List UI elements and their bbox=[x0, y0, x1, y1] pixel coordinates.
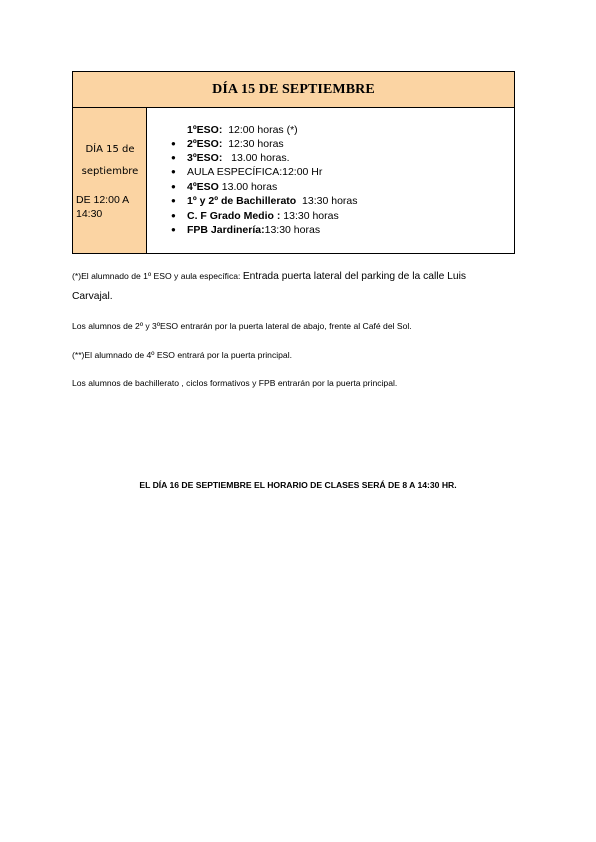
schedule-list bbox=[147, 108, 514, 253]
item-time: 12:30 horas bbox=[222, 138, 284, 150]
list-item bbox=[171, 151, 290, 165]
date-cell bbox=[73, 108, 147, 253]
list-item bbox=[187, 123, 298, 137]
item-time: 13:30 horas bbox=[296, 195, 358, 207]
item-time: AULA ESPECÍFICA:12:00 Hr bbox=[187, 166, 323, 178]
bullet-icon: ● bbox=[171, 139, 176, 148]
item-label: FPB Jardinería: bbox=[187, 224, 265, 236]
list-item bbox=[171, 180, 278, 194]
bullet-icon: ● bbox=[171, 167, 176, 176]
footer-notice: EL DÍA 16 DE SEPTIEMBRE EL HORARIO DE CLASES SERÁ DE 8 A 14:30 HR. bbox=[139, 480, 457, 490]
item-time: 13:30 horas bbox=[280, 210, 339, 222]
item-time: 13:30 horas bbox=[264, 224, 321, 236]
list-item bbox=[171, 194, 358, 208]
note-3: (**)El alumnado de 4º ESO entrará por la puerta principal. bbox=[72, 350, 293, 360]
item-label: 4ºESO bbox=[187, 181, 219, 193]
note-1-detail: Entrada puerta lateral del parking de la calle Luis bbox=[242, 271, 467, 282]
note-1-intro: (*)El alumnado de 1º ESO y aula específica: bbox=[72, 271, 243, 281]
note-4: Los alumnos de bachillerato , ciclos formativos y FPB entrarán por la puerta principal. bbox=[72, 378, 398, 388]
item-label: 1º y 2º de Bachillerato bbox=[187, 195, 297, 207]
list-item bbox=[171, 165, 323, 179]
item-time: 13.00 horas. bbox=[222, 152, 290, 164]
item-label: 1ºESO: bbox=[187, 124, 223, 136]
table-header bbox=[73, 72, 514, 108]
bullet-icon: ● bbox=[171, 153, 176, 162]
bullet-icon: ● bbox=[171, 196, 176, 205]
time-line-1: DE 12:00 A bbox=[76, 194, 130, 206]
date-line-1: DÍA 15 de bbox=[85, 144, 135, 155]
list-item bbox=[171, 137, 284, 151]
table-title: DÍA 15 DE SEPTIEMBRE bbox=[212, 81, 375, 97]
item-label: C. F Grado Medio : bbox=[187, 210, 281, 222]
note-1 bbox=[72, 271, 466, 282]
note-2: Los alumnos de 2º y 3ºESO entrarán por la puerta lateral de abajo, frente al Café del Sol. bbox=[72, 321, 412, 331]
item-time: 13.00 horas bbox=[218, 181, 278, 193]
bullet-icon: ● bbox=[171, 225, 176, 234]
list-item bbox=[171, 209, 339, 223]
note-1-continuation: Carvajal. bbox=[72, 291, 113, 302]
schedule-table bbox=[72, 71, 515, 254]
list-item bbox=[171, 223, 321, 237]
item-time: 12:00 horas (*) bbox=[222, 124, 298, 136]
item-label: 2ºESO: bbox=[187, 138, 223, 150]
item-label: 3ºESO: bbox=[187, 152, 223, 164]
bullet-icon: ● bbox=[171, 211, 176, 220]
time-line-2: 14:30 bbox=[76, 208, 103, 220]
bullet-icon: ● bbox=[171, 182, 176, 191]
date-line-2: septiembre bbox=[81, 166, 139, 177]
